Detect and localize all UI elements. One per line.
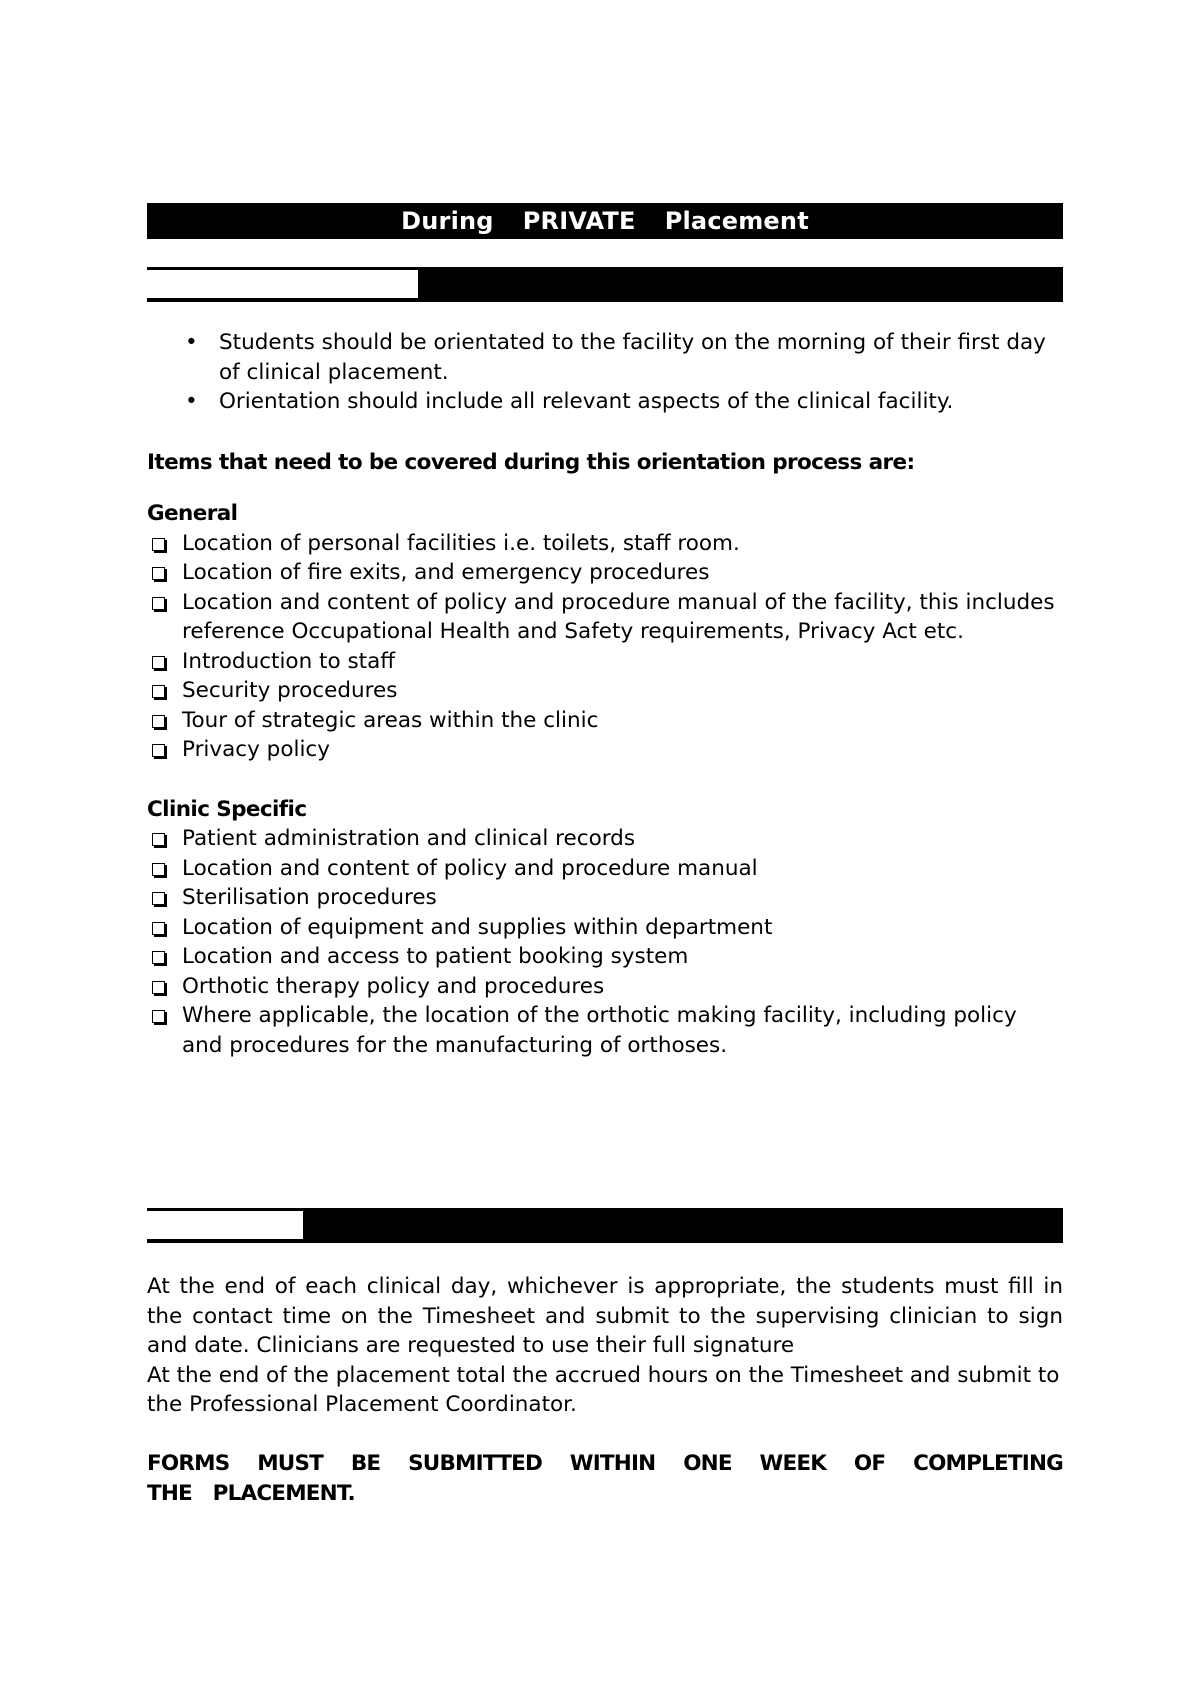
checklist-item-text: Location and access to patient booking system bbox=[182, 944, 689, 969]
checklist-item-text: Location of fire exits, and emergency procedures bbox=[182, 560, 710, 585]
checkbox-icon bbox=[152, 892, 165, 905]
bullet-icon: • bbox=[185, 389, 198, 414]
clinic-specific-heading: Clinic Specific bbox=[147, 796, 307, 822]
bullet-icon: • bbox=[185, 330, 198, 355]
items-heading: Items that need to be covered during this orientation process are: bbox=[147, 449, 915, 475]
checkbox-icon bbox=[152, 567, 165, 580]
checklist-item-text: Where applicable, the location of the orthotic making facility, including policy and procedures for the manufacturing of orthoses. bbox=[182, 1003, 1017, 1058]
page-title-bar bbox=[147, 203, 1063, 239]
checkbox-icon bbox=[152, 981, 165, 994]
checklist-item bbox=[147, 588, 1063, 647]
checkbox-icon bbox=[152, 538, 165, 551]
checklist-item bbox=[147, 854, 1063, 884]
checklist-item-text: Patient administration and clinical records bbox=[182, 826, 636, 851]
checklist-item bbox=[147, 883, 1063, 913]
timesheets-paragraph-1: At the end of each clinical day, whichever is appropriate, the students must fill in the contact time on the Timesheet and submit to the supervising clinician to sign and date. Clinicians are requested to use their full signature bbox=[147, 1274, 1063, 1358]
checklist-item bbox=[147, 735, 1063, 765]
checklist-item-text: Security procedures bbox=[182, 678, 398, 703]
general-heading: General bbox=[147, 501, 238, 526]
checklist-item-text: Location and content of policy and procedure manual bbox=[182, 855, 758, 881]
checklist-item bbox=[147, 824, 1063, 854]
orientation-bullet-list bbox=[147, 328, 1063, 417]
checkbox-icon bbox=[152, 715, 165, 728]
checkbox-icon bbox=[152, 863, 165, 876]
checkbox-icon bbox=[152, 685, 165, 698]
checkbox-icon bbox=[152, 1010, 165, 1023]
checkbox-icon bbox=[152, 922, 165, 935]
checkbox-icon bbox=[152, 656, 165, 669]
orientation-bullet-text: Students should be orientated to the facility on the morning of their first day of clinical placement. bbox=[219, 330, 1046, 385]
checkbox-icon bbox=[152, 833, 165, 846]
orientation-bullet-text: Orientation should include all relevant aspects of the clinical facility. bbox=[219, 389, 954, 414]
orientation-bullet-item bbox=[147, 387, 1063, 417]
checklist-item-text: Location of equipment and supplies within department bbox=[182, 914, 773, 940]
timesheets-heading-bar bbox=[147, 1208, 1063, 1243]
checkbox-icon bbox=[152, 744, 165, 757]
checklist-item-text: Privacy policy bbox=[182, 737, 330, 762]
page-title: During PRIVATE Placement bbox=[401, 207, 809, 235]
checklist-item bbox=[147, 647, 1063, 677]
checklist-item bbox=[147, 972, 1063, 1002]
document-page bbox=[147, 203, 1063, 1509]
checklist-item-text: Orthotic therapy policy and procedures bbox=[182, 973, 605, 999]
checklist-item bbox=[147, 913, 1063, 943]
checklist-item-text: Location and content of policy and procedure manual of the facility, this includes reference Occupational Health and Safety requirements, Privacy Act etc. bbox=[182, 589, 1055, 644]
checklist-item bbox=[147, 529, 1063, 559]
orientation-bullet-item bbox=[147, 328, 1063, 387]
timesheets-heading: Timesheets bbox=[147, 1211, 303, 1239]
checkbox-icon bbox=[152, 951, 165, 964]
checklist-item bbox=[147, 676, 1063, 706]
checklist-item bbox=[147, 706, 1063, 736]
checklist-item-text: Tour of strategic areas within the clinic bbox=[182, 707, 599, 733]
checklist-item-text: Introduction to staff bbox=[182, 648, 396, 674]
forms-deadline-notice: FORMS MUST BE SUBMITTED WITHIN ONE WEEK OF COMPLETING THE PLACEMENT. bbox=[147, 1450, 1063, 1506]
clinic-specific-checklist bbox=[147, 824, 1063, 1060]
checklist-item bbox=[147, 558, 1063, 588]
checklist-item bbox=[147, 1001, 1063, 1060]
checklist-item bbox=[147, 942, 1063, 972]
checkbox-icon bbox=[152, 597, 165, 610]
general-checklist bbox=[147, 529, 1063, 765]
student-orientation-heading-bar bbox=[147, 267, 1063, 302]
student-orientation-heading: Student Orientation bbox=[147, 270, 418, 298]
checklist-item-text: Location of personal facilities i.e. toilets, staff room. bbox=[182, 530, 740, 556]
timesheets-paragraph-2: At the end of the placement total the accrued hours on the Timesheet and submit to the Professional Placement Coordinator. bbox=[147, 1362, 1060, 1417]
checklist-item-text: Sterilisation procedures bbox=[182, 885, 437, 910]
